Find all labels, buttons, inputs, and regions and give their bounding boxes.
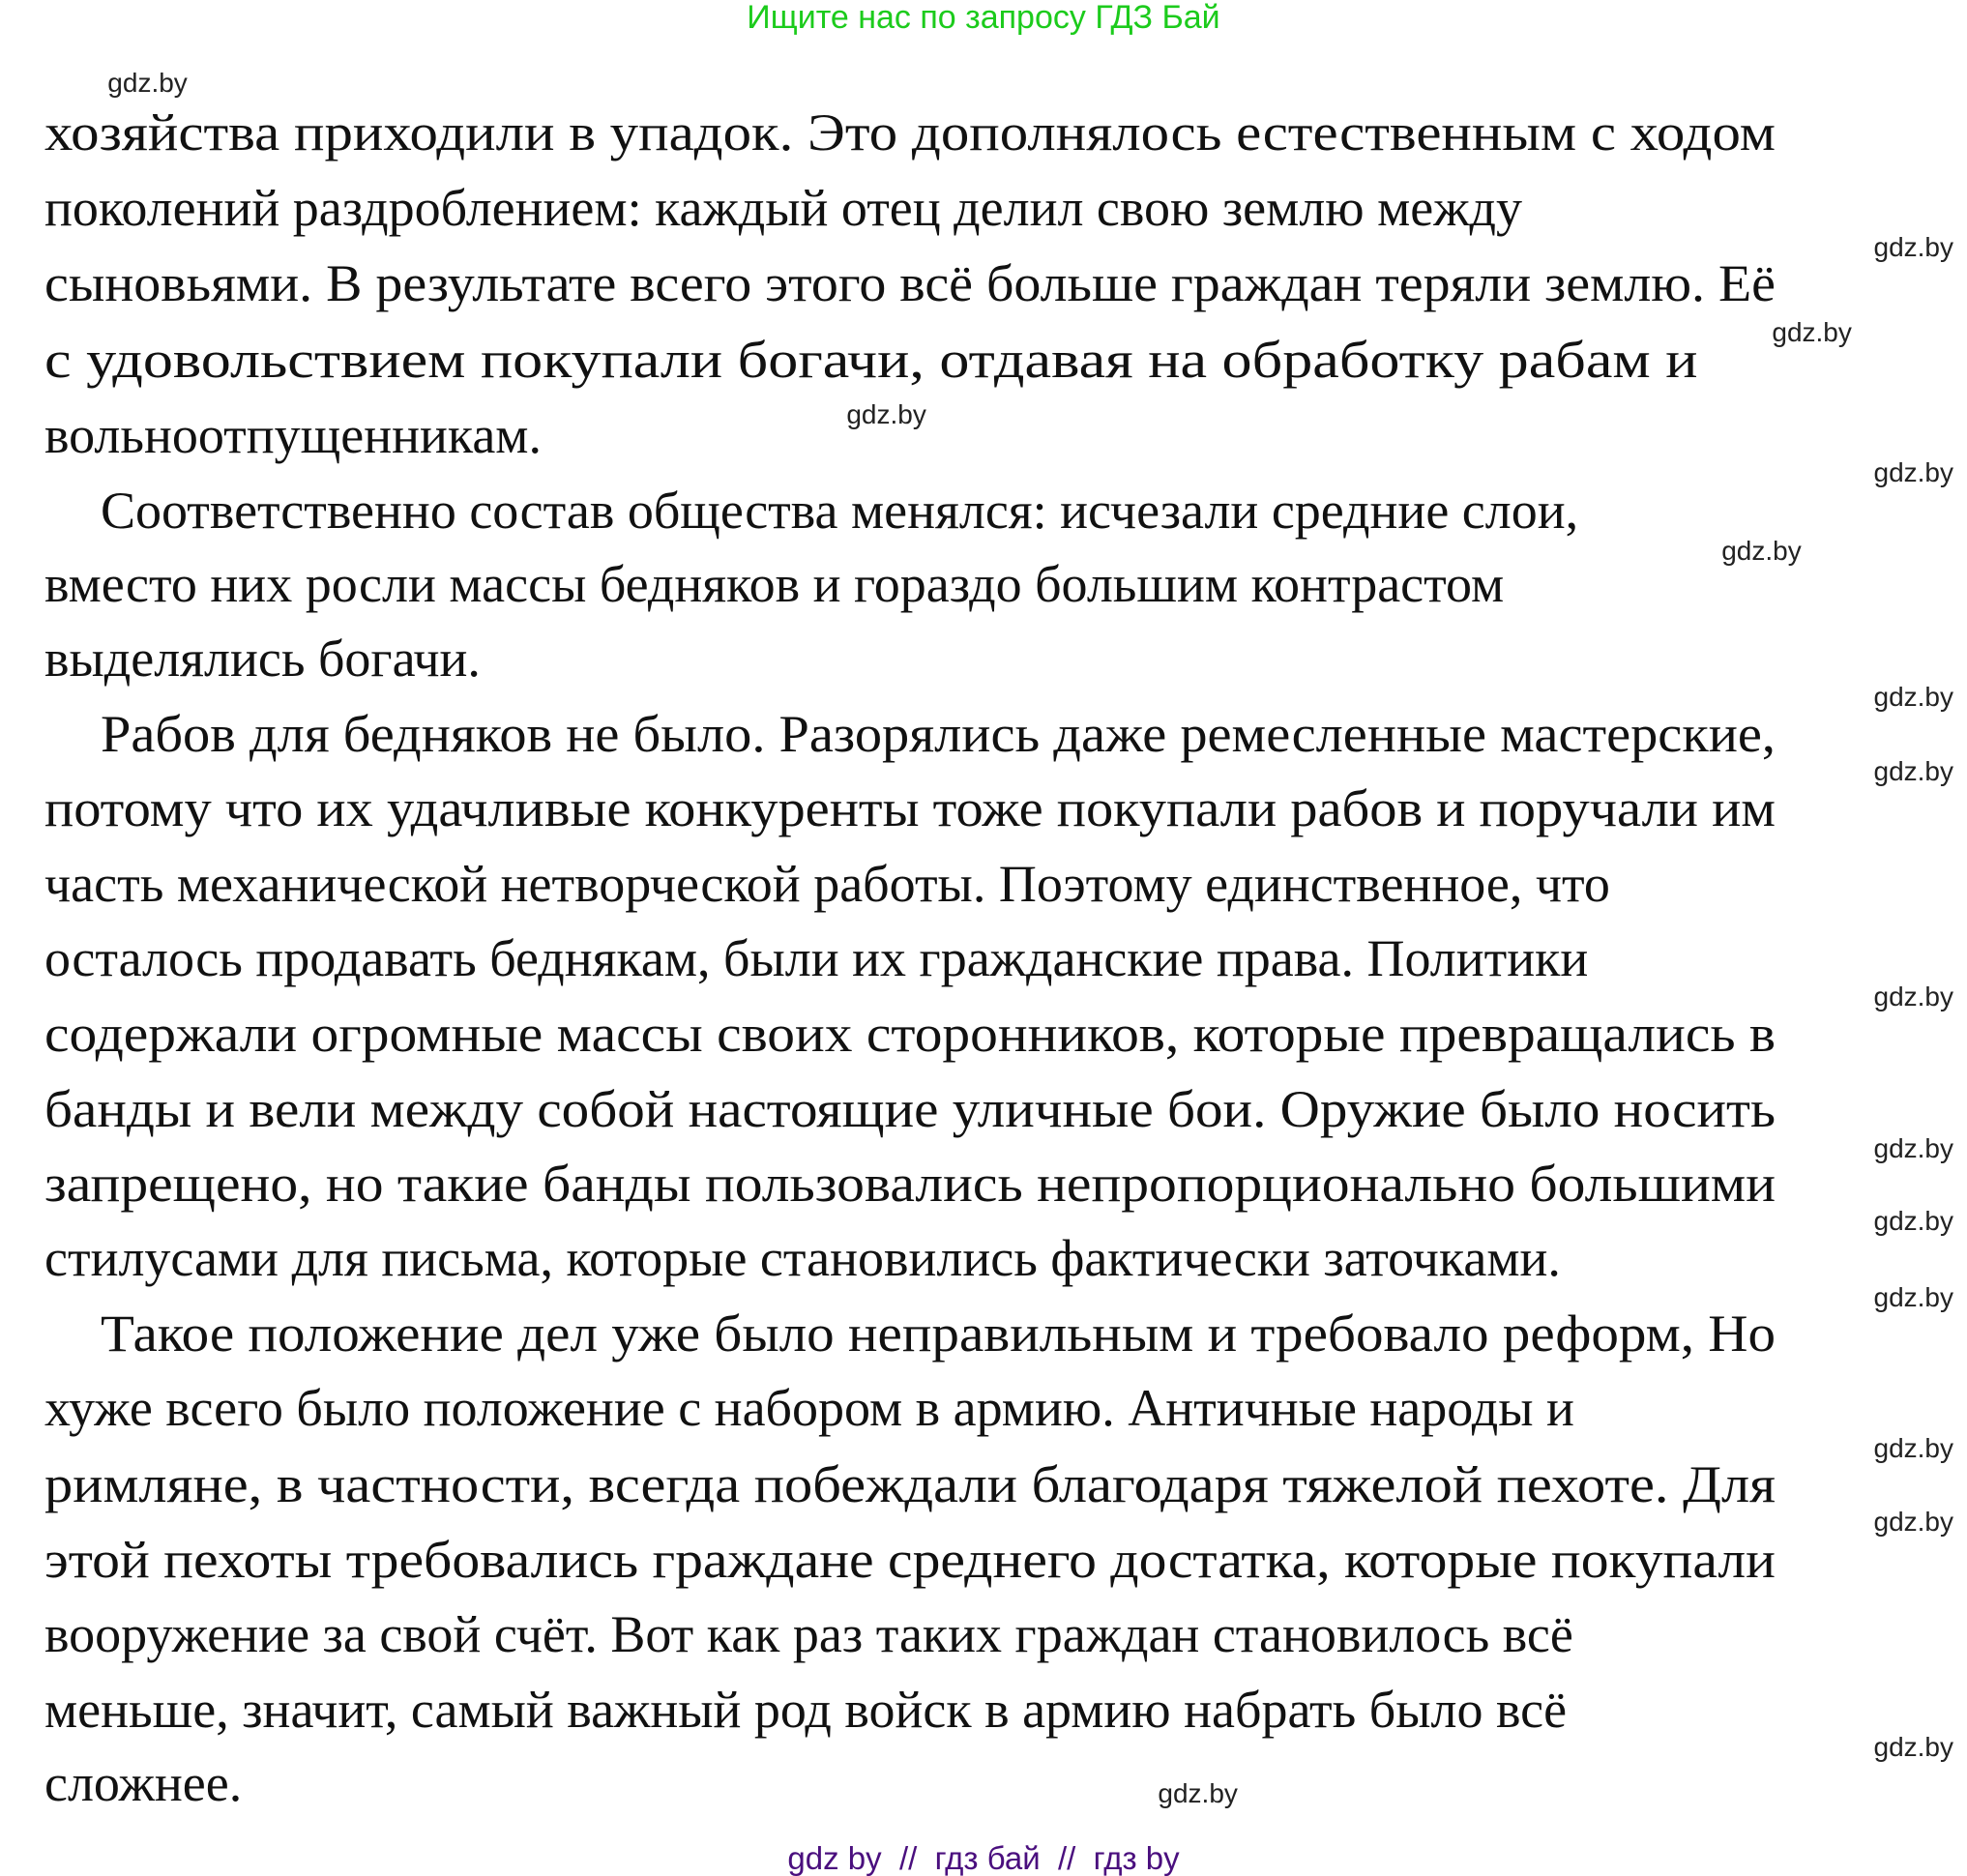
watermark-label: gdz.by [1873, 1506, 1953, 1537]
watermark-label: gdz.by [1158, 1778, 1238, 1809]
text-line: потому что их удачливые конкуренты тоже покупали рабов и поручали им [44, 778, 1776, 837]
watermark-label: gdz.by [107, 68, 188, 99]
text-line: хозяйства приходили в упадок. Это дополнялось естественным с ходом [44, 103, 1776, 161]
text-line: хуже всего было положение с набором в армию. Античные народы и [44, 1379, 1574, 1438]
watermark-label: gdz.by [846, 398, 926, 429]
text-line: сложнее. [44, 1753, 243, 1812]
paragraph-first-line: Соответственно состав общества менялся: исчезали средние слои, [101, 482, 1579, 541]
text-line: сыновьями. В результате всего этого всё больше граждан теряли землю. Её [44, 254, 1776, 313]
search-hint-banner: Ищите нас по запросу ГДЗ Бай [747, 0, 1220, 36]
text-line: банды и вели между собой настоящие уличные бои. Оружие было носить [44, 1080, 1776, 1139]
watermark-label: gdz.by [1873, 982, 1953, 1012]
paragraph-first-line: Рабов для бедняков не было. Разорялись даже ремесленные мастерские, [101, 704, 1776, 763]
watermark-label: gdz.by [1873, 1433, 1953, 1464]
text-line: вольноотпущенникам. [44, 405, 542, 464]
text-line: с удовольствием покупали богачи, отдавая на обработку рабам и [44, 330, 1698, 389]
text-line: часть механической нетворческой работы. Поэтому единственное, что [44, 854, 1610, 913]
watermark-label: gdz.by [1772, 317, 1852, 348]
text-line: выделялись богачи. [44, 629, 481, 688]
text-line: содержали огромные массы своих сторонников, которые превращались в [44, 1005, 1776, 1064]
text-line: осталось продавать беднякам, были их гражданские права. Политики [44, 928, 1589, 987]
watermark-label: gdz.by [1873, 1732, 1953, 1763]
text-line: стилусами для письма, которые становились фактически заточками. [44, 1229, 1561, 1288]
text-line: меньше, значит, самый важный род войск в армию набрать было всё [44, 1681, 1568, 1739]
watermark-label: gdz.by [1873, 231, 1953, 262]
watermark-label: gdz.by [1873, 1281, 1953, 1312]
footer-watermark: gdz by // гдз бай // гдз by [787, 1840, 1180, 1876]
text-line: вооружение за свой счёт. Вот как раз таких граждан становилось всё [44, 1604, 1573, 1663]
paragraph-first-line: Такое положение дел уже было неправильным и требовало реформ, Но [101, 1304, 1776, 1363]
watermark-label: gdz.by [1721, 535, 1802, 566]
watermark-label: gdz.by [1873, 1132, 1953, 1163]
text-line: запрещено, но такие банды пользовались непропорционально большими [44, 1155, 1776, 1214]
text-line: вместо них росли массы бедняков и гораздо большим контрастом [44, 554, 1505, 613]
text-line: римляне, в частности, всегда побеждали благодаря тяжелой пехоте. Для [44, 1454, 1776, 1513]
text-line: поколений раздроблением: каждый отец делил свою землю между [44, 179, 1523, 238]
text-line: этой пехоты требовались граждане среднего достатка, которые покупали [44, 1530, 1776, 1589]
watermark-label: gdz.by [1873, 755, 1953, 786]
watermark-label: gdz.by [1873, 1206, 1953, 1237]
watermark-label: gdz.by [1873, 456, 1953, 487]
watermark-label: gdz.by [1873, 682, 1953, 713]
